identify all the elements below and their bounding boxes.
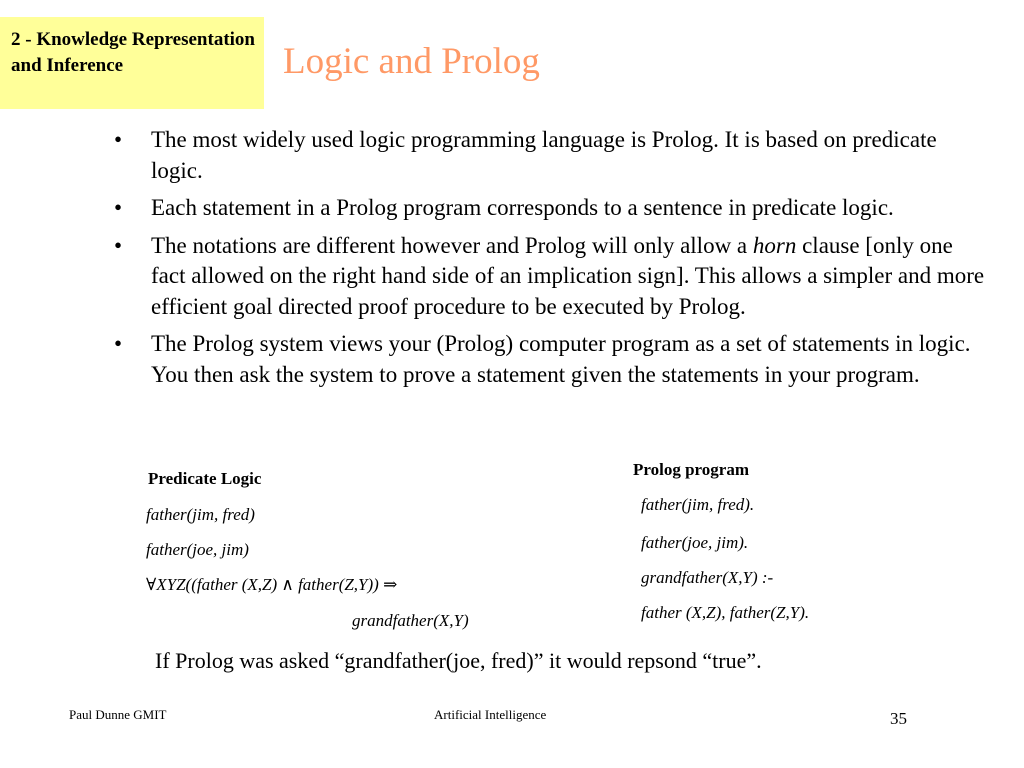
footer-course: Artificial Intelligence <box>434 707 547 722</box>
footer-author: Paul Dunne GMIT <box>69 707 167 722</box>
bullet-item-2 <box>110 193 990 224</box>
bullet-text-before: The notations are different however and Prolog will only allow a <box>151 232 753 258</box>
prolog-line: father(joe, jim). <box>641 533 749 552</box>
bullet-text: Each statement in a Prolog program corresponds to a sentence in predicate logic. <box>151 195 894 220</box>
predicate-line: ∀XYZ((father (X,Z) ∧ father(Z,Y)) ⇒ <box>146 575 398 594</box>
bullet-list <box>110 125 990 397</box>
bullet-emphasis: horn <box>752 232 797 258</box>
predicate-logic-heading: Predicate Logic <box>148 469 262 488</box>
slide-title: Logic and Prolog <box>283 41 540 82</box>
bullet-icon: • <box>114 232 123 258</box>
bullet-item-3 <box>110 231 990 323</box>
page-number: 35 <box>890 709 907 728</box>
prolog-line: grandfather(X,Y) :- <box>641 568 774 587</box>
bullet-icon: • <box>114 331 123 356</box>
prolog-program-heading: Prolog program <box>633 460 749 479</box>
bullet-icon: • <box>114 127 123 152</box>
bullet-item-1 <box>110 125 990 186</box>
bullet-item-4 <box>110 329 990 390</box>
bullet-text: The most widely used logic programming language is Prolog. It is based on predicate logic. <box>151 127 937 183</box>
bullet-text: The Prolog system views your (Prolog) computer program as a set of statements in logic. You then ask the system to prove a statement given the statements in your program. <box>151 331 971 387</box>
prolog-line: father(jim, fred). <box>641 495 755 514</box>
predicate-line: father(joe, jim) <box>146 540 249 559</box>
predicate-line: father(jim, fred) <box>146 505 255 524</box>
section-label: 2 - Knowledge Representation and Inference <box>11 29 255 76</box>
bullet-icon: • <box>114 195 123 220</box>
conclusion-text: If Prolog was asked “grandfather(joe, fred)” it would repsond “true”. <box>155 648 762 673</box>
predicate-line: grandfather(X,Y) <box>352 611 469 630</box>
bullet-text-after: clause [only one fact allowed on the right hand side of an implication sign]. This allows a simpler and more efficient goal directed proof procedure to be executed by Prolog. <box>151 232 985 319</box>
prolog-line: father (X,Z), father(Z,Y). <box>641 603 810 622</box>
